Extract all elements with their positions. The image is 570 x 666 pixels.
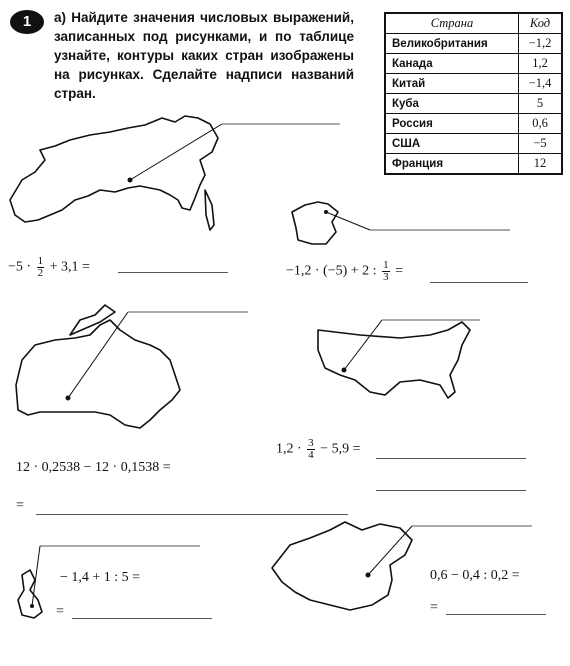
fraction	[382, 260, 390, 283]
fraction-numerator: 3	[308, 437, 314, 449]
country-name: Франция	[385, 154, 519, 175]
expr-pre: −1,2 · (−5) + 2 :	[286, 263, 377, 279]
expression-5-eq: =	[56, 604, 64, 619]
answer-line-4a[interactable]	[376, 458, 526, 459]
header-code: Код	[519, 13, 563, 34]
expression-5: − 1,4 + 1 : 5 =	[60, 570, 141, 585]
answer-line-6[interactable]	[446, 614, 546, 615]
fraction-numerator: 1	[383, 259, 389, 271]
fraction	[307, 438, 315, 461]
country-code: 1,2	[519, 54, 563, 74]
country-code: 5	[519, 94, 563, 114]
expression-4	[276, 438, 360, 461]
fraction-numerator: 1	[37, 255, 44, 267]
country-code: −1,2	[519, 34, 563, 54]
header-country: Страна	[385, 13, 519, 34]
answer-line-3[interactable]	[36, 514, 348, 515]
fraction-denominator: 4	[308, 449, 314, 461]
expression-3-eq: =	[16, 498, 24, 513]
country-name: Великобритания	[385, 34, 519, 54]
country-name: Канада	[385, 54, 519, 74]
expr-post: + 3,1 =	[49, 259, 90, 275]
expr-post: − 5,9 =	[320, 441, 361, 457]
answer-line-4b[interactable]	[376, 490, 526, 491]
country-code: −1,4	[519, 74, 563, 94]
answer-line-2[interactable]	[430, 282, 528, 283]
expression-6-eq: =	[430, 600, 438, 615]
country-code: 12	[519, 154, 563, 175]
country-code: −5	[519, 134, 563, 154]
country-name: Куба	[385, 94, 519, 114]
country-name: Россия	[385, 114, 519, 134]
fraction-denominator: 3	[383, 271, 389, 283]
country-code: 0,6	[519, 114, 563, 134]
answer-line-1[interactable]	[118, 272, 228, 273]
expr-pre: −5 ·	[8, 259, 32, 275]
fraction	[37, 256, 45, 279]
expression-1	[8, 256, 90, 279]
expr-post: =	[395, 263, 403, 279]
task-number-badge: 1	[10, 10, 44, 34]
answer-line-5[interactable]	[72, 618, 212, 619]
country-name: США	[385, 134, 519, 154]
expression-3: 12 · 0,2538 − 12 · 0,1538 =	[16, 460, 171, 475]
expr-pre: 1,2 ·	[276, 441, 302, 457]
task-instructions: а) Найдите значения числовых выражений, записанных под рисунками, и по таблице узнайте, контуры каких стран изображены на рисунках. Сделайте надписи названий стран.	[54, 10, 354, 101]
fraction-denominator: 2	[37, 267, 44, 279]
country-name: Китай	[385, 74, 519, 94]
expression-6: 0,6 − 0,4 : 0,2 =	[430, 568, 520, 583]
expression-2	[286, 260, 403, 283]
